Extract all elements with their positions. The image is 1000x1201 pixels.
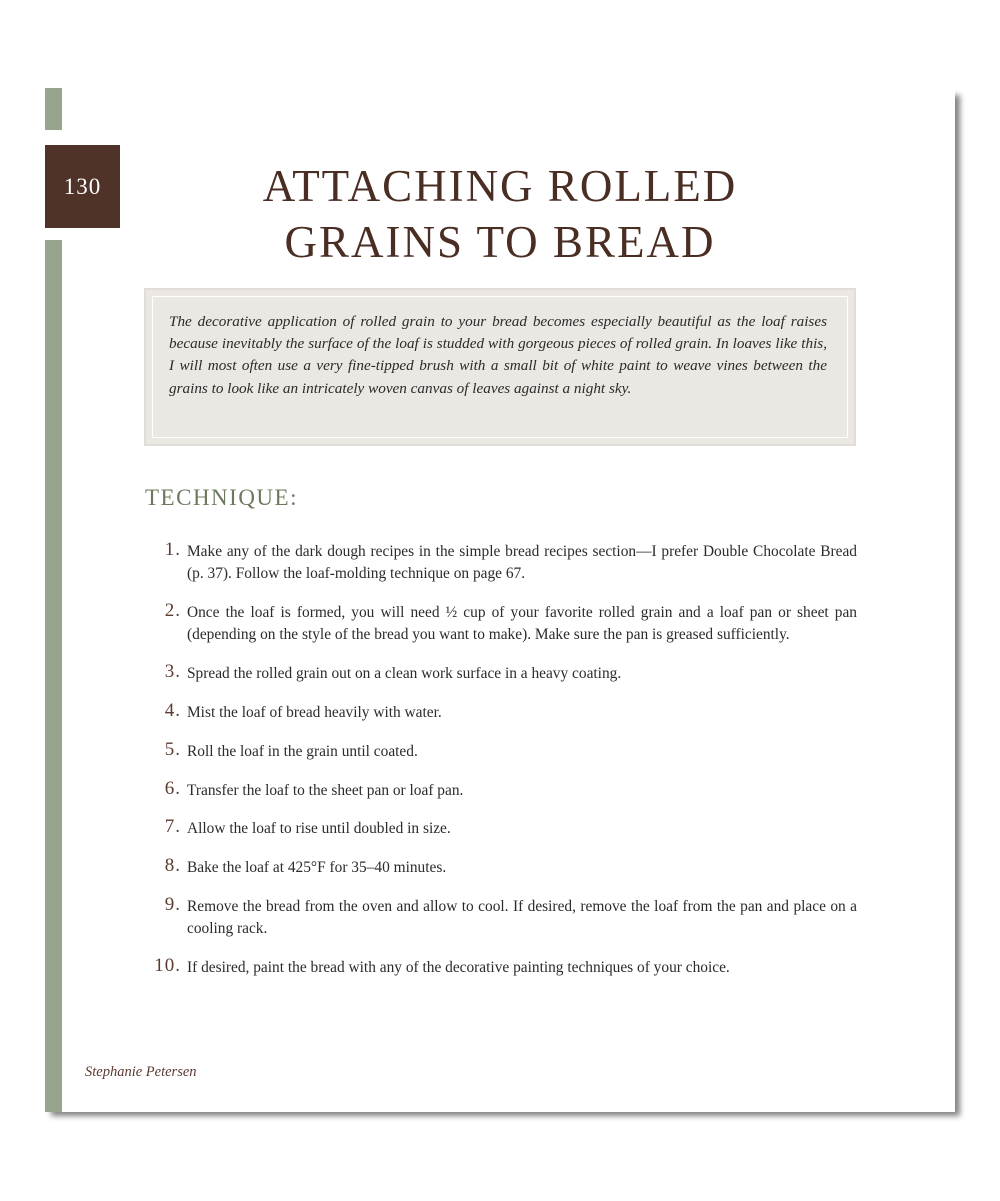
step-text: Roll the loaf in the grain until coated. [187, 742, 418, 760]
step-number: 9. [164, 893, 181, 915]
step-text: Make any of the dark dough recipes in the simple bread recipes section—I prefer Double Chocolate Bread (p. 37). Follow the loaf-molding technique on page 67. [187, 543, 857, 583]
footer-author: Stephanie Petersen [85, 1064, 197, 1080]
page-title-line-2: GRAINS TO BREAD [284, 217, 716, 267]
intro-text: The decorative application of rolled grain to your bread becomes especially beautiful as the loaf raises because inevitably the surface of the loaf is studded with gorgeous pieces of rolled grain. In loaves like this, I will most often use a very fine-tipped brush with a small bit of white paint to weave vines between the grains to look like an intricately woven canvas of leaves against a night sky. [169, 313, 827, 397]
step-number: 8. [164, 855, 181, 877]
step-item [145, 857, 857, 879]
step-number: 1. [164, 539, 181, 560]
step-item [145, 818, 857, 840]
step-item [145, 699, 857, 724]
step-number: 10. [154, 955, 181, 977]
step-text: Once the loaf is formed, you will need ½ cup of your favorite rolled grain and a loaf pan or sheet pan (depending on the style of the bread you want to make). Make sure the pan is greased sufficiently. [187, 604, 857, 644]
step-item [145, 602, 857, 647]
step-text: Remove the bread from the oven and allow to cool. If desired, remove the loaf from the pan and place on a cooling rack. [187, 897, 857, 938]
step-text: Transfer the loaf to the sheet pan or loaf pan. [187, 781, 464, 799]
step-number: 2. [164, 600, 181, 622]
step-text: Spread the rolled grain out on a clean work surface in a heavy coating. [187, 665, 622, 683]
book-page [45, 88, 955, 1112]
step-item [145, 738, 857, 763]
intro-box [144, 288, 856, 446]
page-title [145, 158, 855, 270]
step-item [145, 777, 857, 802]
side-stripe [45, 88, 62, 1112]
step-item [145, 541, 857, 586]
step-item [145, 893, 857, 941]
step-text: If desired, paint the bread with any of the decorative painting techniques of your choice. [187, 959, 730, 977]
page-title-line-1: ATTACHING ROLLED [262, 161, 738, 211]
page-number: 130 [45, 145, 120, 228]
step-number: 6. [164, 777, 181, 799]
section-heading: TECHNIQUE: [145, 485, 298, 510]
step-text: Mist the loaf of bread heavily with water. [187, 703, 442, 721]
step-text: Allow the loaf to rise until doubled in size. [187, 820, 451, 838]
step-number: 3. [164, 661, 181, 683]
step-item [145, 663, 857, 685]
step-text: Bake the loaf at 425°F for 35–40 minutes. [187, 859, 447, 877]
step-number: 7. [164, 816, 181, 838]
step-number: 5. [164, 738, 181, 760]
step-number: 4. [164, 699, 181, 721]
step-item [145, 957, 857, 979]
technique-steps [145, 541, 857, 996]
